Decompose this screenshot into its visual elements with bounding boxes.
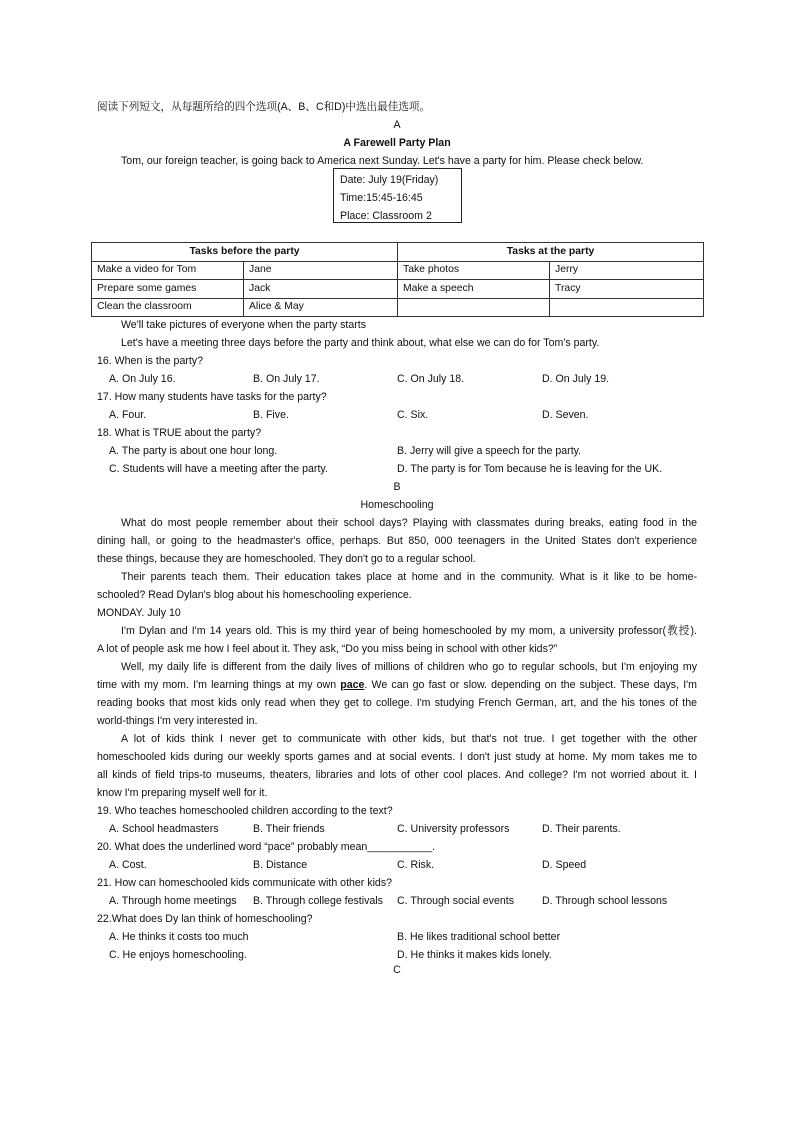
option: D. Seven. [542, 409, 589, 421]
party-date: Date: July 19(Friday) [340, 174, 439, 186]
passage-a-letter: A [393, 119, 401, 131]
table-row [92, 261, 704, 280]
option: D. Their parents. [542, 823, 621, 835]
question-19: 19. Who teaches homeschooled children according to the text? [97, 805, 393, 817]
underlined-word-pace: pace [340, 679, 365, 691]
question-21: 21. How can homeschooled kids communicate with other kids? [97, 877, 393, 889]
passage-c-letter: C [393, 964, 401, 976]
option: C. He enjoys homeschooling. [109, 949, 247, 961]
passage-b-letter: B [393, 481, 401, 493]
table-header-row [92, 243, 704, 262]
instruction: 阅读下列短文，从每题所给的四个选项(A、B、C和D)中选出最佳选项。 [97, 101, 431, 113]
option: C. Students will have a meeting after the party. [109, 463, 328, 475]
note-1: We'll take pictures of everyone when the party starts [121, 319, 367, 331]
paragraph-line: reading books that most kids only read when they get to college. I'm studying French German, art, and the his tones of the [97, 697, 697, 709]
option: B. Five. [253, 409, 289, 421]
option: D. Speed [542, 859, 587, 871]
option: D. The party is for Tom because he is leaving for the UK. [397, 463, 663, 475]
table-row [92, 298, 704, 317]
option: B. On July 17. [253, 373, 320, 385]
option: C. Through social events [397, 895, 514, 907]
paragraph-line: know I'm preparing myself well for it. [97, 787, 268, 799]
option: A. On July 16. [109, 373, 176, 385]
party-place: Place: Classroom 2 [340, 210, 432, 222]
option: C. Risk. [397, 859, 435, 871]
passage-a-intro: Tom, our foreign teacher, is going back to America next Sunday. Let's have a party for him. Please check below. [121, 155, 644, 167]
paragraph-line: these things, because they are homeschooled. They don't go to a regular school. [97, 553, 476, 565]
option: B. Their friends [253, 823, 325, 835]
table-cell: Tracy [550, 280, 704, 299]
note-2: Let's have a meeting three days before the party and think about, what else we can do for Tom's party. [121, 337, 600, 349]
option: A. The party is about one hour long. [109, 445, 278, 457]
question-18: 18. What is TRUE about the party? [97, 427, 262, 439]
paragraph-line: dining hall, or going to the headmaster's office, perhaps. But 850, 000 teenagers in the United States don't experience [97, 535, 697, 547]
option: B. Distance [253, 859, 308, 871]
question-16: 16. When is the party? [97, 355, 203, 367]
question-17: 17. How many students have tasks for the party? [97, 391, 327, 403]
paragraph-line: all kinds of field trips-to museums, theaters, libraries and lots of other cool places. And college? I'm not worried about it. I [97, 769, 697, 781]
option: D. He thinks it makes kids lonely. [397, 949, 552, 961]
paragraph-line: schooled? Read Dylan's blog about his homeschooling experience. [97, 589, 412, 601]
paragraph-line: What do most people remember about their school days? Playing with classmates during breaks, eating food in the [121, 517, 697, 529]
table-cell: Make a speech [398, 280, 550, 299]
question-20: 20. What does the underlined word “pace” probably mean___________. [97, 841, 436, 853]
option: C. University professors [397, 823, 510, 835]
paragraph-line-pace [97, 678, 697, 692]
option: C. Six. [397, 409, 429, 421]
paragraph-line: Well, my daily life is different from the daily lives of millions of children who go to regular schools, but I'm enjoying my [121, 661, 697, 673]
paragraph-line: A lot of people ask me how I feel about it. They ask, “Do you miss being in school with other kids?” [97, 643, 558, 655]
paragraph-line: Their parents teach them. Their education takes place at home and in the community. What is it like to be home- [121, 571, 697, 583]
option: A. Cost. [109, 859, 147, 871]
party-time: Time:15:45-16:45 [340, 192, 423, 204]
table-cell: Take photos [398, 261, 550, 280]
option: B. Jerry will give a speech for the party. [397, 445, 582, 457]
option: B. Through college festivals [253, 895, 383, 907]
text-segment: time with my mom. I'm learning things at my own [97, 679, 337, 691]
header-before: Tasks before the party [92, 243, 398, 262]
passage-b-title: Homeschooling [360, 499, 434, 511]
blog-date: MONDAY. July 10 [97, 607, 181, 619]
table-cell: Alice & May [244, 298, 398, 317]
option: A. School headmasters [109, 823, 219, 835]
paragraph-line: homeschooled kids during our weekly sports games and at social events. I don't just study at home. My mom takes me to [97, 751, 697, 763]
paragraph-line: world-things I'm very interested in. [97, 715, 258, 727]
option: A. He thinks it costs too much [109, 931, 249, 943]
party-info-box [333, 168, 462, 223]
passage-a-title: A Farewell Party Plan [343, 137, 451, 149]
table-cell: Jerry [550, 261, 704, 280]
option: A. Four. [109, 409, 147, 421]
table-cell: Clean the classroom [92, 298, 244, 317]
option: B. He likes traditional school better [397, 931, 561, 943]
tasks-table [91, 242, 704, 317]
text-segment: . We can go fast or slow. depending on the subject. These days, I'm [364, 679, 697, 691]
paragraph-line: I'm Dylan and I'm 14 years old. This is my third year of being homeschooled by my mom, a university professor(教授). [121, 625, 697, 637]
table-cell: Jack [244, 280, 398, 299]
header-at: Tasks at the party [398, 243, 704, 262]
table-cell: Prepare some games [92, 280, 244, 299]
table-cell: Jane [244, 261, 398, 280]
table-row [92, 280, 704, 299]
option: C. On July 18. [397, 373, 465, 385]
option: D. Through school lessons [542, 895, 668, 907]
option: D. On July 19. [542, 373, 610, 385]
table-cell [398, 298, 550, 317]
paragraph-line: A lot of kids think I never get to communicate with other kids, but that's not true. I get together with the other [121, 733, 697, 745]
table-cell [550, 298, 704, 317]
table-cell: Make a video for Tom [92, 261, 244, 280]
question-22: 22.What does Dy lan think of homeschooling? [97, 913, 313, 925]
option: A. Through home meetings [109, 895, 237, 907]
